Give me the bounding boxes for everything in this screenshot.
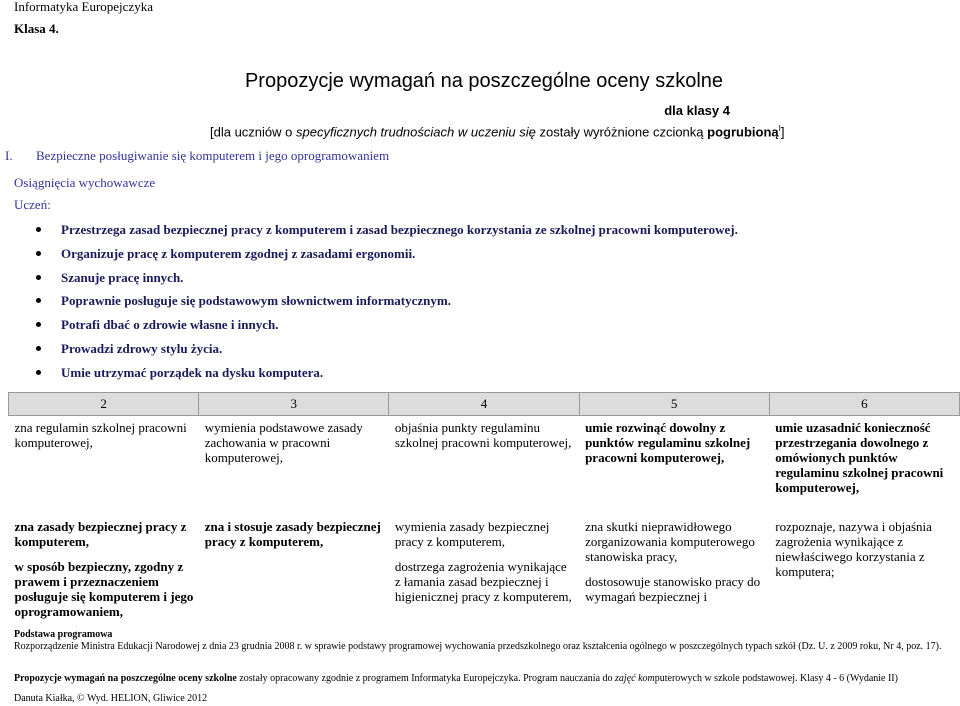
cell-text: zna skutki nieprawidłowego zorganizowania komputerowego stanowiska pracy, (585, 519, 755, 564)
table-cell (769, 416, 959, 516)
grades-table (8, 392, 960, 639)
cell-text: umie uzasadnić konieczność przestrzegania dowolnego z omówionych punktów regulaminu szkolnej pracowni komputerowej, (775, 420, 944, 495)
list-item: Poprawnie posługuje się podstawowym słownictwem informatycznym. (28, 292, 738, 316)
achievements-list (28, 221, 738, 388)
student-label: Uczeń: (14, 197, 51, 212)
class-label: Klasa 4. (14, 21, 59, 36)
grade-header: 2 (9, 393, 199, 416)
table-cell (199, 515, 389, 639)
list-item: Szanuje pracę innych. (28, 269, 738, 293)
list-item: Potrafi dbać o zdrowie własne i innych. (28, 316, 738, 340)
table-cell (389, 515, 579, 639)
basis-text: Rozporządzenie Ministra Edukacji Narodowej z dnia 23 grudnia 2008 r. w sprawie podstawy programowej wychowania przedszkolnego oraz kształcenia ogólnego w poszczególnych typach szkół (Dz. U. z 2009 roku, Nr 4, poz. 17). (14, 641, 942, 652)
basis-label: Podstawa programowa (14, 629, 113, 640)
cell-text: objaśnia punkty regulaminu szkolnej pracowni komputerowej, (394, 420, 572, 450)
app-name: Informatyka Europejczyka (14, 0, 153, 14)
cell-text: umie rozwinąć dowolny z punktów regulaminu szkolnej pracowni komputerowej, (585, 420, 751, 465)
section-title: Bezpieczne posługiwanie się komputerem i jego oprogramowaniem (36, 148, 390, 163)
table-cell (199, 416, 389, 516)
page-title: Propozycje wymagań na poszczególne oceny szkolne (244, 70, 724, 92)
cell-text: dostrzega zagrożenia wynikające z łamania zasad bezpiecznej i higienicznej pracy z komputerem, (394, 559, 572, 604)
table-row (9, 416, 960, 516)
table-cell (579, 416, 769, 516)
grade-header: 6 (769, 393, 959, 416)
grade-header: 3 (199, 393, 389, 416)
grade-header: 4 (389, 393, 579, 416)
list-item: Umie utrzymać porządek na dysku komputera. (28, 364, 738, 388)
cell-text: wymienia podstawowe zasady zachowania w pracowni komputerowej, (204, 420, 363, 465)
section-number: I. (5, 148, 13, 163)
cell-text: w sposób bezpieczny, zgodny z prawem i przeznaczeniem posługuje się komputerem i jego oprogramowaniem, (14, 559, 194, 619)
table-cell (769, 515, 959, 639)
cell-text: zna zasady bezpiecznej pracy z komputerem, (14, 519, 187, 549)
cell-text: rozpoznaje, nazywa i objaśnia zagrożenia wynikające z niewłaściwego korzystania z komputera; (775, 519, 932, 579)
cell-text: zna regulamin szkolnej pracowni komputerowej, (14, 420, 187, 450)
table-cell (579, 515, 769, 639)
cell-text: wymienia zasady bezpiecznej pracy z komputerem, (394, 519, 550, 549)
grade-header: 5 (579, 393, 769, 416)
proposals-text: Propozycje wymagań na poszczególne oceny szkolne zostały opracowany zgodnie z programem Informatyka Europejczyka. Program nauczania do zajęć komputerowych w szkole podstawowej. Klasy 4 - 6 (Wydanie II) (14, 673, 898, 684)
achievements-label: Osiągnięcia wychowawcze (14, 175, 156, 190)
list-item: Przestrzega zasad bezpiecznej pracy z komputerem i zasad bezpiecznego korzystania ze szkolnej pracowni komputerowej. (28, 221, 738, 245)
list-item: Organizuje pracę z komputerem zgodnej z zasadami ergonomii. (28, 245, 738, 269)
table-cell (9, 515, 199, 639)
table-cell (389, 416, 579, 516)
cell-text: dostosowuje stanowisko pracy do wymagań bezpiecznej i (585, 574, 761, 604)
grades-header-row (9, 393, 960, 416)
list-item: Prowadzi zdrowy stylu życia. (28, 340, 738, 364)
page-subtitle: dla klasy 4 (664, 103, 730, 118)
cell-text: zna i stosuje zasady bezpiecznej pracy z komputerem, (204, 519, 381, 549)
table-row (9, 515, 960, 639)
table-cell (9, 416, 199, 516)
author-credit: Danuta Kiałka, © Wyd. HELION, Gliwice 2012 (14, 693, 208, 704)
formatting-note: [dla uczniów o specyficznych trudnościach w uczeniu się zostały wyróżnione czcionką pogrubioną$^I$] (210, 124, 785, 140)
